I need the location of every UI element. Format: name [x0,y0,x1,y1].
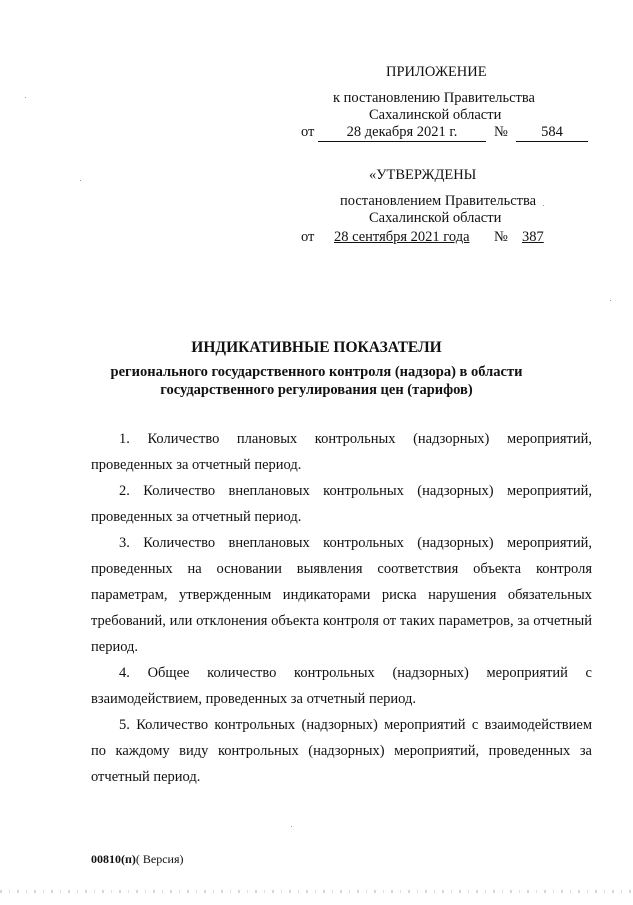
approved-by-label: постановлением Правительства [340,193,537,209]
document-subtitle-line2: государственного регулирования цен (тарифов) [160,382,473,398]
scan-speck [610,300,611,301]
document-code-number: 00810(п) [91,852,136,866]
approved-date: 28 сентября 2021 года [334,229,470,245]
indicators-list [91,426,592,790]
approved-title: «УТВЕРЖДЕНЫ [369,167,477,183]
indicator-item-5: 5. Количество контрольных (надзорных) мероприятий с взаимодействием по каждому виду контрольных (надзорных) мероприятий, проведенных за отчетный период. [91,717,592,785]
document-version: ( Версия) [135,852,184,866]
approved-region-label: Сахалинской области [369,210,502,226]
resolution-date-field [318,123,486,142]
scan-speck [291,826,292,827]
indicator-item-2: 2. Количество внеплановых контрольных (надзорных) мероприятий, проведенных за отчетный период. [91,483,592,525]
resolution-number: 584 [516,123,588,142]
approved-from-label: от [301,229,315,245]
document-code [91,852,184,867]
region-label: Сахалинской области [369,107,502,123]
resolution-date: 28 декабря 2021 г. [318,123,486,142]
appendix-label: ПРИЛОЖЕНИЕ [386,64,487,80]
indicator-item-4: 4. Общее количество контрольных (надзорных) мероприятий с взаимодействием, проведенных за отчетный период. [91,665,592,707]
approved-number-label: № [494,229,508,245]
document-subtitle-line1: регионального государственного контроля (надзора) в области [110,364,523,380]
indicator-item-1: 1. Количество плановых контрольных (надзорных) мероприятий, проведенных за отчетный период. [91,431,592,473]
document-title: ИНДИКАТИВНЫЕ ПОКАЗАТЕЛИ [191,339,442,356]
scan-speck [25,97,26,98]
indicator-item-3: 3. Количество внеплановых контрольных (надзорных) мероприятий, проведенных на основании выявления соответствия объекта контроля параметрам, утвержденным индикаторами риска нарушения обязательных требований, или отклонения объекта контроля от таких параметров, за отчетный период. [91,535,592,655]
number-label: № [494,124,508,140]
scan-speck [80,180,81,181]
from-label: от [301,124,315,140]
scan-speck [543,205,544,206]
scan-edge-noise [0,890,633,893]
resolution-number-field [516,123,588,142]
approved-number: 387 [522,229,544,245]
to-resolution-label: к постановлению Правительства [333,90,535,106]
